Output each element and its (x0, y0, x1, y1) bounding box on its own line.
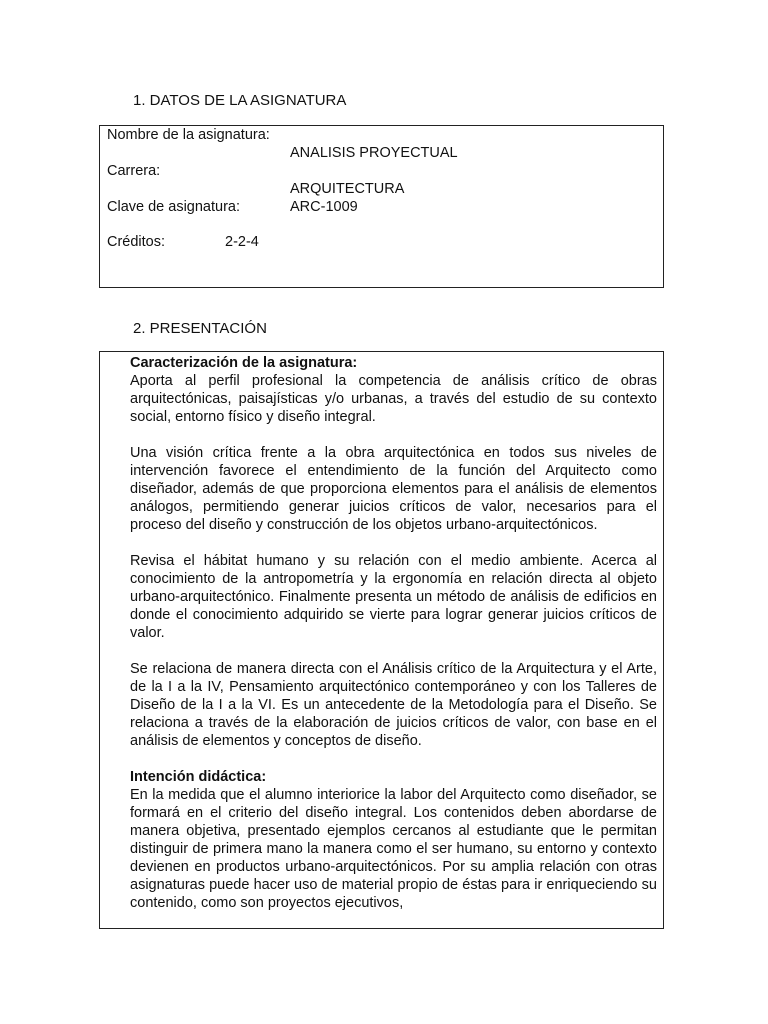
presentacion-box (99, 351, 664, 929)
caracterizacion-title: Caracterización de la asignatura: (130, 355, 358, 371)
section-2-heading: 2. PRESENTACIÓN (133, 320, 267, 337)
paragraph-1: Aporta al perfil profesional la competencia de análisis crítico de obras arquitectónicas, paisajísticas y/o urbanas, a través del estudio de su contexto social, entorno físico y diseño integral. (130, 373, 657, 425)
paragraph-4: Se relaciona de manera directa con el Análisis crítico de la Arquitectura y el Arte, de la I a la IV, Pensamiento arquitectónico contemporáneo y con los Talleres de Diseño de la I a la VI. Es un antecedente de la Metodología para el Diseño. Se relaciona a través de la elaboración de juicios críticos de valor, con base en el análisis de elementos y conceptos de diseño. (130, 661, 657, 749)
creditos-value: 2-2-4 (225, 234, 259, 250)
carrera-label: Carrera: (107, 163, 161, 179)
nombre-label: Nombre de la asignatura: (107, 127, 270, 143)
intencion-paragraph: En la medida que el alumno interiorice la labor del Arquitecto como diseñador, se formará en el criterio del diseño integral. Los contenidos deben abordarse de manera objetiva, presentado ejemplos cercanos al estudiante que le permitan distinguir de primera mano la manera como el ser humano, su entorno y contexto devienen en productos urbano-arquitectónicos. Por su amplia relación con otras asignaturas puede hacer uso de material propio de éstas para ir enriqueciendo su contenido, como son proyectos ejecutivos, (130, 787, 657, 911)
clave-label: Clave de asignatura: (107, 199, 240, 215)
section-1-heading: 1. DATOS DE LA ASIGNATURA (133, 92, 347, 109)
paragraph-3: Revisa el hábitat humano y su relación con el medio ambiente. Acerca al conocimiento de la antropometría y la ergonomía en relación directa al objeto urbano-arquitectónico. Finalmente presenta un método de análisis de edificios en donde el conocimiento adquirido se vierte para lograr generar juicios críticos de valor. (130, 553, 657, 641)
clave-value: ARC-1009 (290, 199, 358, 215)
creditos-label: Créditos: (107, 234, 166, 250)
presentacion-content (130, 354, 657, 912)
carrera-value: ARQUITECTURA (290, 181, 405, 197)
intencion-title: Intención didáctica: (130, 769, 267, 785)
paragraph-2: Una visión crítica frente a la obra arquitectónica en todos sus niveles de intervención favorece el entendimiento de la función del Arquitecto como diseñador, además de que proporciona elementos para el análisis de elementos análogos, permitiendo generar juicios críticos de valor, necesarios para el proceso del diseño y construcción de los objetos urbano-arquitectónicos. (130, 445, 657, 533)
datos-asignatura-box (99, 125, 664, 288)
nombre-value: ANALISIS PROYECTUAL (290, 145, 458, 161)
